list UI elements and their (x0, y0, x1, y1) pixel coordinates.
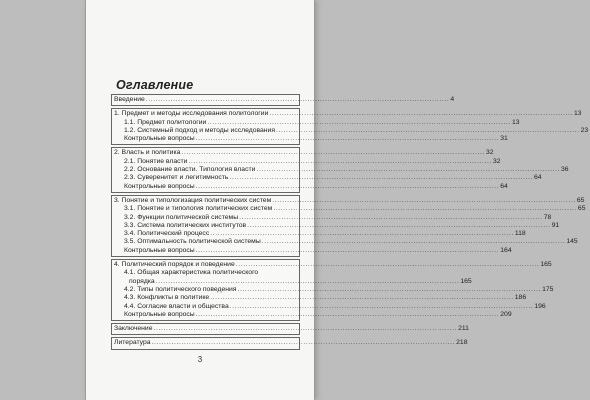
toc-leader-dots (152, 339, 456, 347)
toc-entry-label: 1.1. Предмет политологии (124, 118, 207, 126)
toc-leader-dots (146, 96, 450, 104)
toc-section-literature (111, 337, 468, 349)
toc-entry-label: Заключение (114, 325, 153, 333)
toc-entry-label: 3.5. Оптимальность политической системы (124, 238, 261, 246)
toc-entry (112, 126, 589, 135)
toc-leader-dots (154, 325, 458, 333)
toc-entry-page: 145 (566, 238, 578, 246)
toc-entry-label: 2.1. Понятие власти (124, 157, 188, 165)
table-of-contents (111, 94, 589, 352)
toc-entry-page: 175 (542, 285, 554, 293)
toc-entry-label: порядка (129, 277, 155, 285)
toc-leader-dots (196, 311, 500, 319)
toc-entry-continuation (112, 277, 472, 286)
toc-entry-label: 3. Понятие и типологизация политических систем (114, 196, 272, 204)
toc-leader-dots (237, 286, 541, 294)
toc-leader-dots (188, 158, 492, 166)
toc-leader-dots (196, 247, 500, 255)
toc-entry-page: 64 (500, 182, 508, 190)
toc-entry (112, 182, 508, 191)
toc-entry-page: 65 (577, 205, 586, 213)
toc-entry-page: 196 (534, 302, 546, 310)
toc-entry-page: 186 (514, 294, 527, 302)
page-number: 3 (197, 355, 203, 364)
toc-entry-label: Контрольные вопросы (124, 135, 195, 143)
toc-leader-dots (276, 127, 580, 135)
toc-entry-page: 23 (580, 126, 589, 134)
toc-entry-label: 4. Политический порядок и поведение (114, 261, 235, 269)
toc-entry-page: 32 (493, 157, 501, 165)
toc-leader-dots (239, 214, 543, 222)
toc-entry-page: 211 (458, 325, 469, 333)
toc-entry-label: Контрольные вопросы (124, 310, 195, 318)
toc-entry-label: 2. Власть и политика (114, 149, 181, 157)
toc-entry-label: Введение (114, 96, 145, 103)
toc-entry-label: 1.2. Системный подход и методы исследования (124, 126, 276, 134)
toc-entry (112, 166, 569, 174)
toc-entry-page: 165 (460, 277, 472, 285)
toc-entry-page: 218 (456, 339, 468, 347)
toc-leader-dots (156, 278, 460, 286)
toc-entry-page: 91 (551, 221, 560, 229)
toc-entry (112, 302, 546, 311)
toc-entry (112, 246, 512, 255)
toc-entry (112, 174, 542, 182)
toc-leader-dots (256, 166, 560, 174)
toc-entry-page: 32 (485, 149, 494, 157)
toc-entry-label: 3.3. Система политических институтов (124, 221, 247, 229)
toc-leader-dots (236, 261, 540, 269)
toc-leader-dots (262, 238, 566, 246)
toc-entry (112, 205, 586, 213)
toc-entry (112, 310, 512, 319)
toc-section-intro (111, 94, 455, 106)
toc-entry (112, 213, 552, 222)
toc-leader-dots (272, 197, 576, 205)
toc-entry-label: 3.4. Политический процесс (124, 230, 210, 238)
toc-entry-label: Литература (114, 339, 151, 347)
toc-entry-page: 4 (450, 96, 455, 103)
toc-entry (112, 238, 578, 246)
toc-leader-dots (247, 222, 551, 230)
toc-entry (112, 135, 508, 143)
toc-entry-page: 165 (540, 261, 552, 269)
toc-entry-label: 4.1. Общая характеристика политического (124, 269, 259, 277)
toc-entry-label: 2.2. Основание власти. Типология власти (124, 166, 256, 174)
page-title: Оглавление (116, 78, 194, 92)
toc-leader-dots (229, 174, 533, 182)
show-through-text (234, 26, 304, 82)
toc-entry-page: 36 (561, 166, 569, 174)
toc-leader-dots (269, 110, 573, 118)
toc-section-2 (111, 147, 569, 192)
toc-leader-dots (230, 303, 534, 311)
toc-entry-page: 13 (573, 110, 582, 118)
toc-entry-label: 2.3. Суверенитет и легитимность (124, 174, 229, 182)
toc-entry-page: 78 (543, 213, 552, 221)
toc-section-3 (111, 195, 586, 257)
toc-entry-label: 1. Предмет и методы исследования политологии (114, 110, 269, 118)
toc-entry-label: Контрольные вопросы (124, 246, 195, 254)
toc-section-4 (111, 259, 554, 321)
toc-entry-label: 3.1. Понятие и типология политических систем (124, 205, 273, 213)
toc-leader-dots (196, 183, 500, 191)
toc-entry (112, 118, 520, 127)
toc-entry-label: Контрольные вопросы (124, 182, 195, 190)
toc-entry-label: 3.2. Функции политической системы (124, 213, 239, 221)
toc-entry-literature (112, 339, 468, 347)
toc-leader-dots (273, 205, 577, 213)
toc-entry (112, 221, 560, 230)
toc-entry-label: 4.2. Типы политического поведения (124, 285, 237, 293)
toc-entry (112, 157, 501, 166)
toc-entry (112, 294, 527, 302)
toc-leader-dots (196, 135, 500, 143)
toc-leader-dots (210, 294, 514, 302)
toc-entry-page: 118 (514, 230, 526, 238)
toc-entry (112, 196, 585, 205)
toc-entry (112, 149, 494, 157)
book-page (86, 0, 589, 400)
toc-entry (112, 110, 582, 118)
toc-entry (112, 285, 554, 294)
toc-section-conclusion (111, 323, 469, 335)
toc-section-1 (111, 108, 589, 145)
toc-entry-label: 4.4. Согласие власти и общества (124, 302, 229, 310)
toc-entry-page: 64 (534, 174, 542, 182)
toc-entry-page: 164 (500, 246, 512, 254)
toc-entry-intro (112, 96, 455, 104)
toc-entry-page: 65 (576, 196, 585, 204)
toc-entry (112, 269, 299, 277)
toc-leader-dots (207, 119, 511, 127)
toc-entry-label: 4.3. Конфликты в политике (124, 294, 210, 302)
toc-entry-page: 13 (511, 118, 520, 126)
toc-entry-conclusion (112, 325, 469, 333)
toc-entry-page: 209 (500, 310, 512, 318)
toc-entry-page: 31 (500, 135, 508, 143)
toc-leader-dots (181, 149, 485, 157)
